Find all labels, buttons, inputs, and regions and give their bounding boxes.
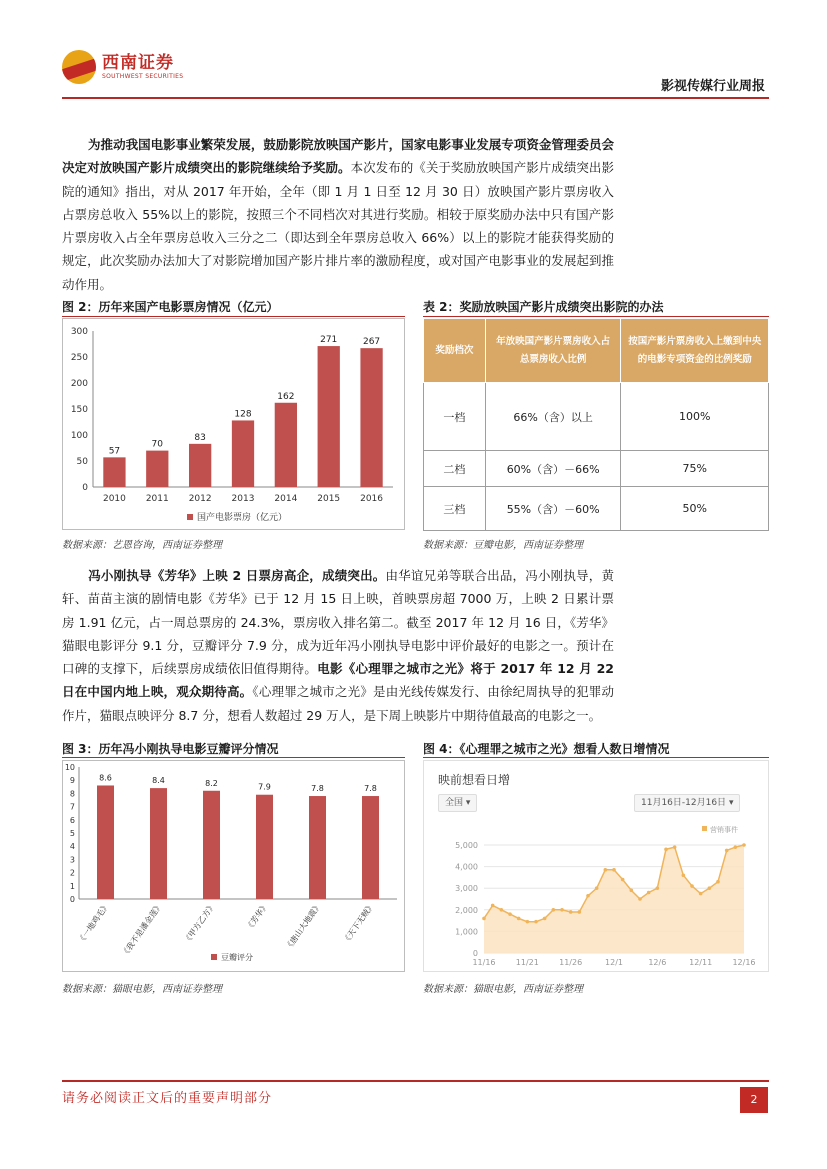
chevron-down-icon: ▾ [728, 798, 734, 808]
want-to-see-widget [423, 760, 769, 972]
x-tick-label: 《我不是潘金莲》 [120, 900, 165, 959]
data-point [734, 845, 738, 849]
x-tick-label: 《甲方乙方》 [182, 900, 218, 946]
y-tick-label: 250 [70, 353, 88, 363]
x-tick-label: 2011 [145, 494, 169, 504]
series-area [484, 845, 744, 953]
bar [150, 788, 167, 899]
y-tick-label: 4 [69, 842, 75, 852]
data-point [690, 884, 694, 888]
y-tick-label: 3,000 [455, 884, 478, 894]
y-tick-label: 5,000 [455, 841, 478, 850]
data-point [708, 886, 712, 890]
award-reward-cell: 100% [621, 383, 769, 451]
bar-value-label: 8.2 [205, 778, 218, 788]
bar-value-label: 7.9 [258, 782, 271, 792]
table-row [424, 487, 769, 531]
data-point [664, 848, 668, 852]
bar-value-label: 8.6 [99, 773, 112, 783]
legend-swatch [702, 826, 707, 831]
bar-value-label: 7.8 [311, 784, 324, 794]
box-office-chart [62, 318, 405, 530]
bar [146, 451, 168, 487]
logo-mark-icon [62, 50, 96, 84]
data-point [638, 897, 642, 901]
bar [318, 346, 340, 487]
bar-value-label: 83 [194, 432, 206, 443]
bar [360, 348, 382, 487]
bar-value-label: 7.8 [364, 784, 377, 794]
bar [97, 785, 114, 899]
legend-label: 国产电影票房（亿元） [197, 513, 288, 523]
bar-value-label: 128 [234, 409, 252, 420]
y-tick-label: 3 [69, 855, 75, 865]
x-tick-label: 2012 [188, 494, 212, 504]
douban-rating-chart-svg [63, 761, 404, 971]
fig3-title: 图 3：历年冯小刚执导电影豆瓣评分情况 [62, 742, 279, 756]
bar-value-label: 267 [362, 337, 381, 348]
data-point [569, 910, 573, 914]
intro-body-text: 本次发布的《关于奖励放映国产影片成绩突出影院的通知》指出，对从 2017 年开始，全年（即 1 月 1 日至 12 月 30 日）放映国产影片票房收入占票房总收入 55%以上的影院，按照三个不同档次对其进行奖励。相较于原奖励办法中只有国产影片票房收入占全年票房总收入三分之二（即达到全年票房总收入 66%）以上的影院才能获得奖励的规定，此次奖励办法加大了对影院增加国产影片排片率的激励程度，或对国产电影事业的发展起到推动作用。 [62, 160, 614, 292]
data-point [491, 904, 495, 908]
award-tier-cell: 二档 [424, 451, 486, 487]
header-divider [62, 97, 769, 99]
footer-divider [62, 1080, 769, 1082]
y-tick-label: 0 [472, 949, 478, 958]
region-dropdown-label: 全国 [445, 798, 464, 808]
award-ratio-cell: 55%（含）－60% [485, 487, 621, 531]
x-tick-label: 2015 [317, 494, 341, 504]
legend-swatch [211, 954, 217, 960]
x-tick-label: 12/1 [605, 958, 623, 967]
table2-title: 表 2：奖励放映国产影片成绩突出影院的办法 [423, 300, 664, 314]
movie-body-text-2: 《心理罪之城市之光》是由光线传媒发行、由徐纪周执导的犯罪动作片，猫眼点映评分 8.7 分，想看人数超过 29 万人，是下周上映影片中期待值最高的电影之一。 [62, 684, 614, 723]
y-tick-label: 0 [82, 483, 88, 493]
data-point [560, 908, 564, 912]
data-point [586, 894, 590, 898]
bar [203, 791, 220, 899]
award-header-ratio: 年放映国产影片票房收入占总票房收入比例 [485, 319, 621, 383]
date-range-label: 11月16日-12月16日 [641, 798, 727, 808]
logo-en-text: SOUTHWEST SECURITIES [102, 73, 184, 80]
award-ratio-cell: 66%（含）以上 [485, 383, 621, 451]
y-tick-label: 1 [69, 881, 75, 891]
x-tick-label: 2010 [102, 494, 126, 504]
bar-value-label: 8.4 [152, 776, 165, 786]
fig4-title-rule [423, 757, 769, 758]
x-tick-label: 《天下无贼》 [341, 900, 377, 946]
y-tick-label: 50 [76, 457, 88, 467]
bar-value-label: 162 [277, 391, 295, 402]
y-tick-label: 100 [70, 431, 88, 441]
y-tick-label: 10 [64, 763, 75, 772]
x-tick-label: 2016 [360, 494, 384, 504]
data-point [656, 886, 660, 890]
page-number: 2 [740, 1087, 768, 1113]
want-to-see-chart-svg [424, 761, 768, 971]
fig2-title-rule [62, 316, 405, 317]
bar [103, 457, 125, 487]
y-tick-label: 4,000 [455, 862, 478, 872]
legend-label: 豆瓣评分 [221, 953, 253, 962]
movie-paragraph [62, 564, 614, 727]
data-point [742, 843, 746, 847]
table-row [424, 383, 769, 451]
x-tick-label: 12/6 [648, 958, 667, 967]
data-point [578, 910, 582, 914]
logo-cn-text: 西南证券 [102, 53, 174, 73]
x-tick-label: 《芳华》 [244, 900, 271, 933]
bar [232, 420, 254, 487]
y-tick-label: 7 [69, 802, 75, 812]
bar [309, 796, 326, 899]
data-point [508, 912, 512, 916]
y-tick-label: 1,000 [455, 927, 478, 937]
data-point [526, 920, 530, 924]
data-point [595, 886, 599, 890]
x-tick-label: 11/26 [559, 958, 583, 967]
bar-value-label: 57 [108, 446, 121, 457]
table-row [424, 451, 769, 487]
award-reward-cell: 75% [621, 451, 769, 487]
y-tick-label: 5 [69, 829, 75, 838]
award-header-tier: 奖励档次 [424, 319, 486, 383]
widget-title: 映前想看日增 [438, 773, 511, 787]
x-tick-label: 12/11 [689, 958, 713, 967]
data-point [552, 908, 556, 912]
douban-rating-chart [62, 760, 405, 972]
award-reward-cell: 50% [621, 487, 769, 531]
data-point [543, 917, 547, 921]
page-header [0, 0, 827, 100]
data-point [517, 917, 521, 921]
x-tick-label: 12/16 [732, 958, 756, 967]
movie-bold-text-1: 冯小刚执导《芳华》上映 2 日票房高企，成绩突出。 [88, 568, 386, 583]
y-tick-label: 150 [70, 405, 88, 415]
data-point [682, 873, 686, 877]
data-point [725, 849, 729, 853]
data-point [716, 880, 720, 884]
y-tick-label: 300 [70, 327, 88, 337]
x-tick-label: 2014 [274, 494, 298, 504]
data-point [500, 908, 504, 912]
bar [275, 403, 297, 487]
chevron-down-icon: ▾ [465, 798, 471, 808]
award-table [423, 318, 769, 531]
legend-swatch [187, 514, 193, 520]
bar [362, 796, 379, 899]
report-title: 影视传媒行业周报 [660, 79, 765, 94]
x-tick-label: 《一地鸡毛》 [76, 900, 112, 946]
data-point [673, 845, 677, 849]
bar [189, 444, 211, 487]
box-office-chart-svg [63, 319, 404, 529]
award-header-reward: 按国产影片票房收入上缴到中央的电影专项资金的比例奖励 [621, 319, 769, 383]
y-tick-label: 200 [70, 379, 88, 389]
y-tick-label: 8 [69, 789, 75, 799]
fig2-title: 图 2：历年来国产电影票房情况（亿元） [62, 300, 279, 314]
award-ratio-cell: 60%（含）－66% [485, 451, 621, 487]
fig3-title-rule [62, 757, 405, 758]
y-tick-label: 2,000 [455, 905, 478, 915]
data-point [621, 878, 625, 882]
award-tier-cell: 一档 [424, 383, 486, 451]
data-point [604, 868, 608, 872]
y-tick-label: 6 [69, 815, 75, 825]
fig4-source: 数据来源：猫眼电影，西南证券整理 [423, 984, 583, 995]
y-tick-label: 0 [69, 895, 75, 904]
table2-source: 数据来源：豆瓣电影，西南证券整理 [423, 540, 583, 551]
data-point [612, 868, 616, 872]
bar-value-label: 271 [320, 335, 338, 346]
y-tick-label: 9 [69, 776, 75, 786]
movie-bold-text-2: 电影《心理罪之城市之光》将于 2017 年 12 月 22 日在中国内地上映，观众期待高。 [62, 661, 614, 700]
bar-value-label: 70 [151, 439, 164, 450]
intro-paragraph [62, 133, 614, 296]
intro-bold-text: 为推动我国电影事业繁荣发展，鼓励影院放映国产影片，国家电影事业发展专项资金管理委员会决定对放映国产影片成绩突出的影院继续给予奖励。 [62, 137, 614, 176]
data-point [647, 891, 651, 895]
y-tick-label: 2 [69, 868, 75, 878]
award-table-header-row [424, 319, 769, 383]
x-tick-label: 11/16 [472, 958, 496, 967]
x-tick-label: 2013 [231, 494, 255, 504]
x-tick-label: 《唐山大地震》 [283, 900, 324, 953]
legend-label: 营销事件 [710, 826, 738, 834]
footer-disclaimer: 请务必阅读正文后的重要声明部分 [62, 1091, 273, 1106]
x-tick-label: 11/21 [515, 958, 539, 967]
fig3-source: 数据来源：猫眼电影，西南证券整理 [62, 984, 222, 995]
data-point [534, 920, 538, 924]
fig4-title: 图 4：《心理罪之城市之光》想看人数日增情况 [423, 742, 670, 756]
data-point [699, 892, 703, 896]
award-tier-cell: 三档 [424, 487, 486, 531]
data-point [630, 889, 634, 893]
company-logo [62, 50, 183, 84]
table2-title-rule [423, 316, 769, 317]
fig2-source: 数据来源：艺恩咨询，西南证券整理 [62, 540, 222, 551]
bar [256, 795, 273, 899]
movie-body-text-1: 由华谊兄弟等联合出品，冯小刚执导，黄轩、苗苗主演的剧情电影《芳华》已于 12 月 15 日上映，首映票房超 7000 万，上映 2 日累计票房 1.91 亿元，占一周总票房的 24.3%，票房收入排名第二。截至 2017 年 12 月 16 日，《芳华》猫眼电影评分 9.1 分，豆瓣评分 7.9 分，成为近年冯小刚执导电影中评价最好的电影之一。预计在口碑的支撑下，后续票房成绩依旧值得期待。 [62, 568, 614, 677]
data-point [482, 917, 486, 921]
